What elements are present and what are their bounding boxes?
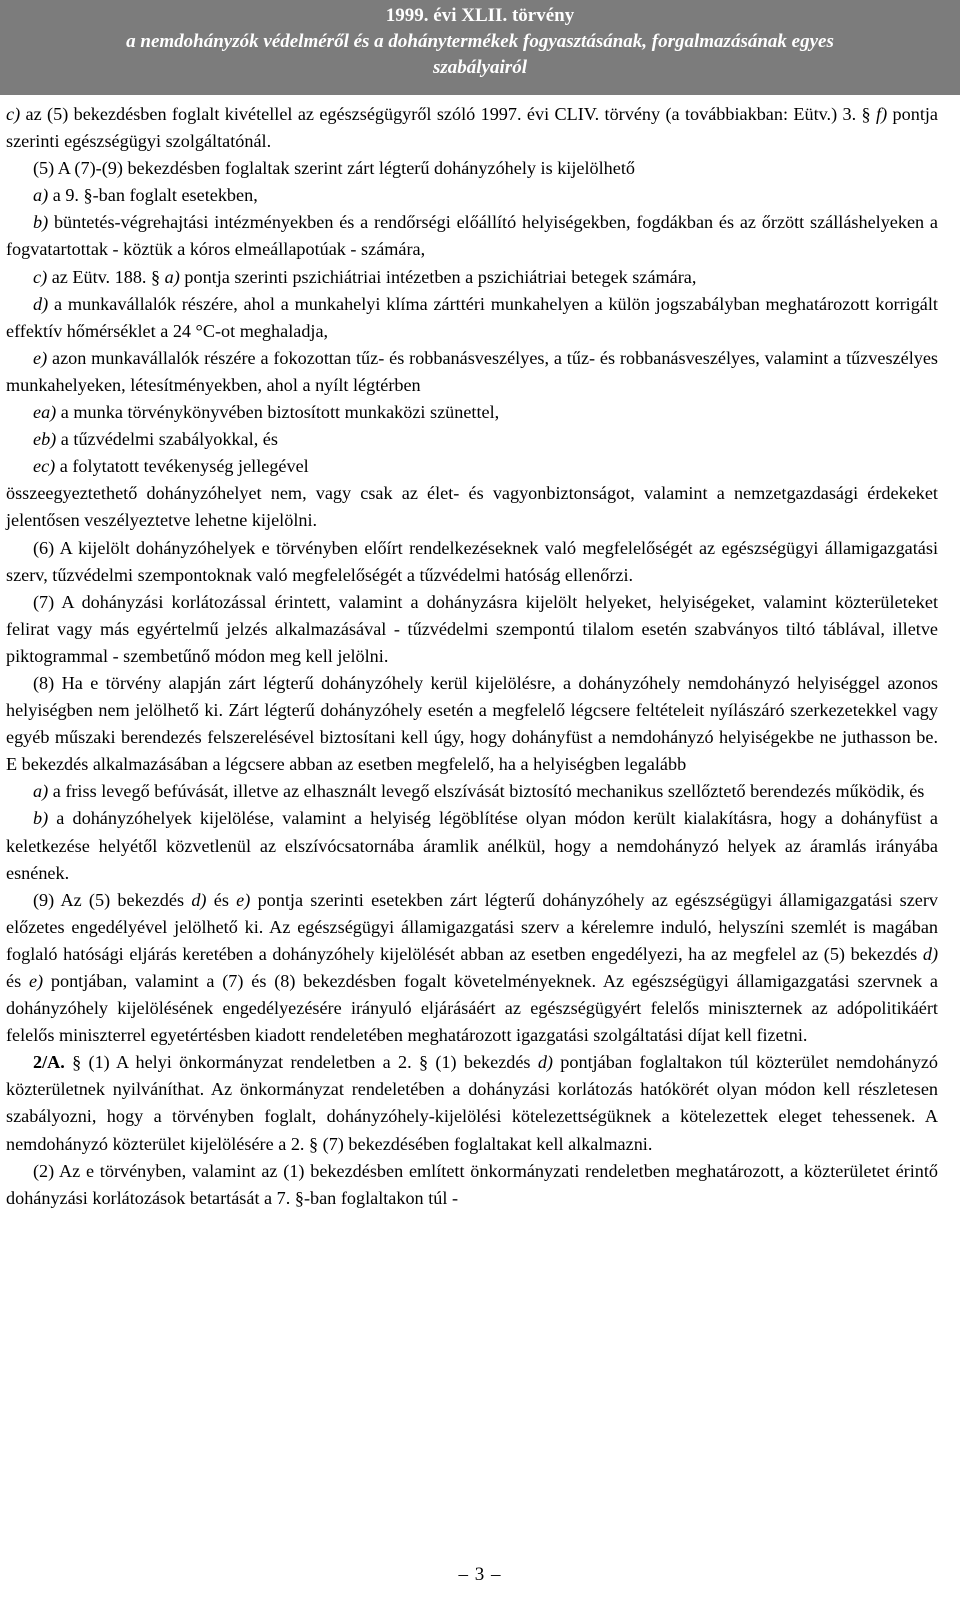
paragraph-text: a friss levegő befúvását, illetve az elhasznált levegő elszívását biztosító mechanikus szellőztető berendezés működik, és xyxy=(48,781,925,802)
paragraph-5b xyxy=(6,209,938,263)
item-marker: c) xyxy=(33,266,48,287)
paragraph-text: pontjában, valamint a (7) és (8) bekezdésben fogalt követelményeknek. Az egészségügyi államigazgatási szervnek a dohányzóhely kijelölésének engedélyezésére irányuló eljárásáért az egészségügyért felelős miniszternek az adópolitikáért felelős miniszterrel egyetértésben kiadott rendeletében meghatározott igazgatási szolgáltatási díjat kell fizetni. xyxy=(6,971,938,1046)
item-marker: b) xyxy=(33,808,49,829)
paragraph-text: pontjában foglaltakon túl közterület nemdohányzó közterületnek nyilváníthat. Az önkormányzat rendeletében a dohányzási korlátozás hatókörét olyan módon kell részletesen szabályozni, hogy a törvényben foglalt, dohányzóhely-kijelölési kötelezettségüknek a kötelezettek eleget tehessenek. A nemdohányzó közterület kijelölésére a 2. § (7) bekezdésében foglaltakat kell alkalmazni. xyxy=(6,1052,938,1154)
item-marker: b) xyxy=(33,212,49,233)
item-marker: a) xyxy=(164,266,180,287)
paragraph-text: azon munkavállalók részére a fokozottan tűz- és robbanásveszélyes, a tűz- és robbanásveszélyes, valamint a tűzveszélyes munkahelyeken, létesítményekben, ahol a nyílt légtérben xyxy=(6,347,938,395)
item-marker: ea) xyxy=(33,402,57,423)
paragraph-8b xyxy=(6,805,938,886)
item-marker: e) xyxy=(28,971,44,991)
page-number: – 3 – xyxy=(458,1564,502,1585)
paragraph-text: a tűzvédelmi szabályokkal, és xyxy=(56,429,278,450)
item-marker: a) xyxy=(33,781,49,802)
item-marker: d) xyxy=(33,293,49,314)
section-number: 2/A. xyxy=(33,1052,65,1073)
paragraph-5eb xyxy=(6,426,938,453)
paragraph-5e xyxy=(6,345,938,399)
item-marker: d) xyxy=(191,889,207,910)
paragraph-8: (8) Ha e törvény alapján zárt légterű dohányzóhely kerül kijelölésre, a dohányzóhely nemdohányzó helyiséggel azonos helyiségben nem jelölhető ki. Zárt légterű dohányzóhely esetén a megfelelő légcsere feltételeit nyílászáró szerkezetekkel vagy egyéb műszaki berendezés felszerelésével biztosítani kell úgy, hogy dohányfüst a nemdohányzó helyiségekbe ne juthasson be. E bekezdés alkalmazásában a légcsere abban az esetben megfelelő, ha a helyiségben legalább xyxy=(6,672,938,775)
paragraph-text: és xyxy=(206,889,237,910)
paragraph-text: pontja szerinti egészségügyi szolgáltatónál. xyxy=(6,104,938,152)
item-marker: f) xyxy=(876,104,888,124)
paragraph-5: (5) A (7)-(9) bekezdésben foglaltak szerint zárt légterű dohányzóhely is kijelölhető xyxy=(33,158,635,179)
paragraph-text: büntetés-végrehajtási intézményekben és a rendőrségi előállító helyiségekben, fogdákban és az őrzött szálláshelyeken a fogvatartottak - köztük a kóros elmeállapotúak - számára, xyxy=(6,212,938,260)
paragraph-9 xyxy=(6,887,938,1050)
paragraph-text: a folytatott tevékenység jellegével xyxy=(55,456,309,477)
paragraph-text: (9) Az (5) bekezdés xyxy=(33,889,192,910)
paragraph-2a-2: (2) Az e törvényben, valamint az (1) bekezdésben említett önkormányzati rendeletben meghatározott, a közterületet érintő dohányzási korlátozások betartását a 7. §-ban foglaltakon túl - xyxy=(6,1160,938,1208)
item-marker: a) xyxy=(33,185,49,206)
item-marker: d) xyxy=(537,1052,553,1073)
item-marker: ec) xyxy=(33,456,56,477)
paragraph-text: a dohányzóhelyek kijelölése, valamint a helyiség légöblítése olyan módon került kialakításra, hogy a dohányfüst a keletkezése helyétől közvetlenül az elszívócsatornába áramlik anélkül, hogy a nemdohányzó helyek az áramlás irányába esnének. xyxy=(6,808,938,883)
paragraph-5c xyxy=(6,264,938,291)
paragraph-text: a munka törvénykönyvében biztosított munkaközi szünettel, xyxy=(56,402,500,423)
paragraph-text: és xyxy=(6,971,29,991)
item-marker: e) xyxy=(33,347,48,368)
document-header xyxy=(0,0,960,95)
paragraph-5ea xyxy=(6,399,938,426)
paragraph-5a xyxy=(6,182,938,209)
paragraph-text: a 9. §-ban foglalt esetekben, xyxy=(48,185,258,206)
paragraph-5-closing: összeegyeztethető dohányzóhelyet nem, vagy csak az élet- és vagyonbiztonságot, valamint a nemzetgazdasági érdekeket jelentősen veszélyeztetve lehetne kijelölni. xyxy=(6,483,938,531)
paragraph-7: (7) A dohányzási korlátozással érintett, valamint a dohányzásra kijelölt helyeket, helyiségeket, valamint közterületeket felirat vagy más egyértelmű jelzés alkalmazásával - tűzvédelmi szempontú tilalom esetén szabványos tiltó táblával, illetve piktogrammal - szembetűnő módon meg kell jelölni. xyxy=(6,591,938,666)
paragraph-8a xyxy=(6,778,938,805)
paragraph-text: pontja szerinti esetekben zárt légterű dohányzóhely az egészségügyi államigazgatási szerv előzetes engedélyével jelölhető ki. Az egészségügyi államigazgatási szerv a kérelemre induló, helyszíni szemlét is magában foglaló hatósági eljárás keretében a dohányzóhely kijelölését abban az esetben engedélyezi, ha az megfelel az (5) bekezdés xyxy=(6,889,939,964)
paragraph-5d xyxy=(6,291,938,345)
paragraph-text: az (5) bekezdésben foglalt kivétellel az egészségügyről szóló 1997. évi CLIV. törvény (a továbbiakban: Eütv.) 3. § xyxy=(20,104,877,124)
item-marker: c) xyxy=(6,104,21,124)
item-marker: d) xyxy=(922,943,938,964)
paragraph-text: § (1) A helyi önkormányzat rendeletben a 2. § (1) bekezdés xyxy=(64,1052,538,1073)
item-marker: eb) xyxy=(33,429,57,450)
paragraph-text: pontja szerinti pszichiátriai intézetben a pszichiátriai betegek számára, xyxy=(179,266,697,287)
header-act-number: 1999. évi XLII. törvény xyxy=(385,5,575,26)
paragraph-text: a munkavállalók részére, ahol a munkahelyi klíma zárttéri munkahelyen a külön jogszabályban meghatározott korrigált effektív hőmérséklet a 24 °C-ot meghaladja, xyxy=(6,293,938,341)
paragraph-2a-1 xyxy=(6,1049,938,1157)
header-act-title-line1: a nemdohányzók védelméről és a dohánytermékek fogyasztásának, forgalmazásának egyes xyxy=(126,31,834,52)
document-body xyxy=(6,101,938,1212)
paragraph-4c xyxy=(6,101,938,155)
item-marker: e) xyxy=(236,889,251,910)
header-act-title-line2: szabályairól xyxy=(433,57,527,78)
paragraph-text: az Eütv. 188. § xyxy=(47,266,165,287)
paragraph-5ec xyxy=(6,453,938,480)
paragraph-6: (6) A kijelölt dohányzóhelyek e törvényben előírt rendelkezéseknek való megfelelőségét az egészségügyi államigazgatási szerv, tűzvédelmi szempontoknak való megfelelőségét a tűzvédelmi hatóság ellenőrzi. xyxy=(6,537,938,585)
